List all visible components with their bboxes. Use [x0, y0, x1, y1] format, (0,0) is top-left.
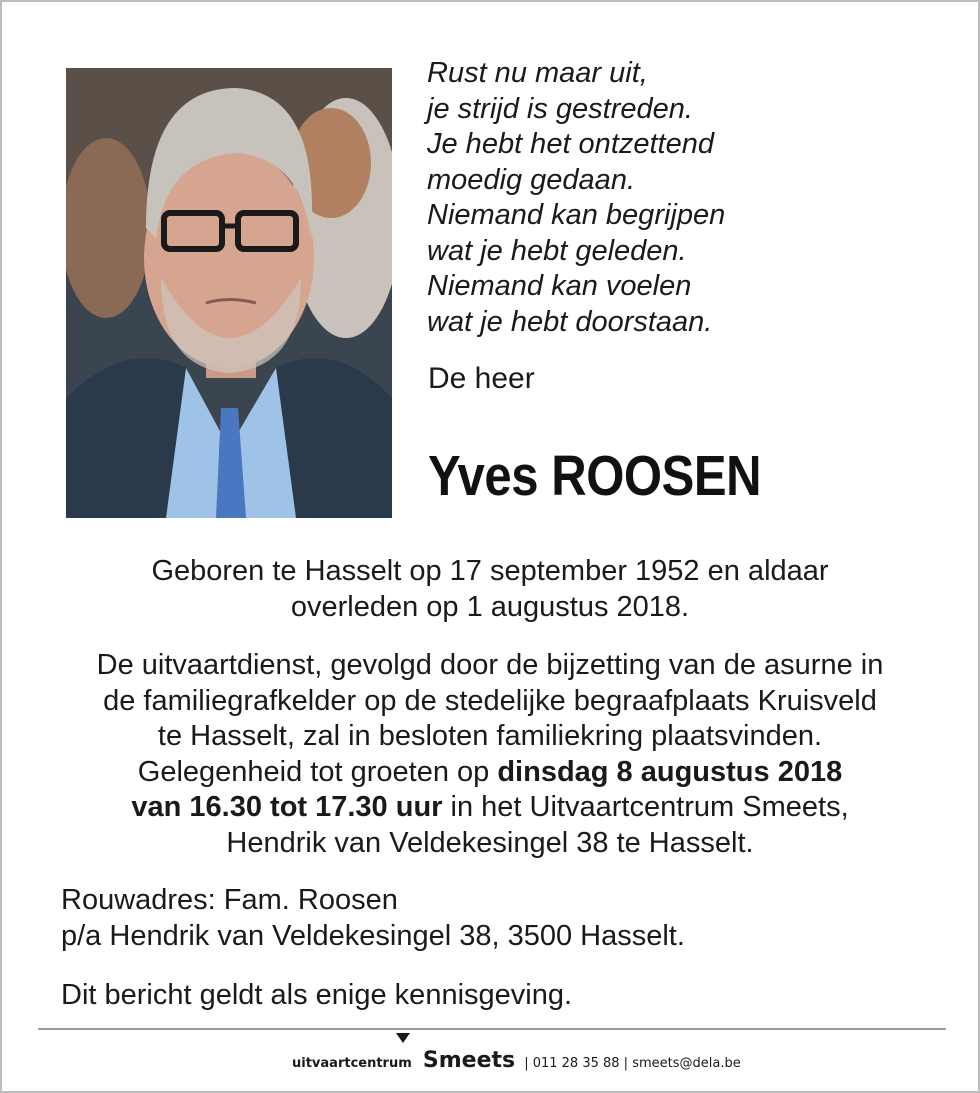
brand-name: Smeets	[422, 1048, 516, 1073]
visitation-line	[2, 755, 978, 791]
poem-line: Rust nu maar uit,	[427, 57, 648, 89]
poem	[427, 56, 725, 340]
deceased-name: Yves ROOSEN	[428, 444, 762, 508]
poem-line: wat je hebt doorstaan.	[427, 305, 713, 338]
poem-line: Niemand kan begrijpen	[427, 199, 726, 231]
visitation-time-line	[2, 790, 978, 826]
service-line: te Hasselt, zal in besloten familiekring plaatsvinden.	[157, 720, 823, 752]
brand-prefix: uitvaartcentrum	[292, 1056, 412, 1071]
poem-line: moedig gedaan.	[427, 163, 635, 196]
visitation-venue: in het Uitvaartcentrum Smeets,	[442, 791, 849, 823]
poem-line: Je hebt het ontzettend	[427, 128, 714, 160]
birth-line: Geboren te Hasselt op 17 september 1952 en aldaar	[151, 555, 829, 587]
honorific: De heer	[428, 362, 535, 395]
service-text	[2, 648, 978, 861]
death-line: overleden op 1 augustus 2018.	[290, 590, 690, 623]
triangle-marker-icon	[396, 1033, 410, 1043]
portrait-photo	[66, 68, 392, 518]
birth-death-text	[2, 554, 978, 625]
poem-line: Niemand kan voelen	[427, 270, 692, 302]
visitation-intro: Gelegenheid tot groeten op	[137, 755, 498, 788]
mourning-address	[61, 883, 685, 954]
address-line: p/a Hendrik van Veldekesingel 38, 3500 Hasselt.	[61, 919, 685, 952]
visitation-time: van 16.30 tot 17.30 uur	[131, 791, 443, 823]
footer-divider	[38, 1028, 946, 1030]
poem-line: je strijd is gestreden.	[427, 92, 693, 125]
service-line: De uitvaartdienst, gevolgd door de bijzetting van de asurne in	[96, 649, 884, 681]
poem-line: wat je hebt geleden.	[427, 234, 687, 267]
funeral-home-footer	[292, 1048, 741, 1073]
service-line: de familiegrafkelder op de stedelijke begraafplaats Kruisveld	[103, 684, 877, 717]
notice-text: Dit bericht geldt als enige kennisgeving.	[61, 979, 573, 1011]
address-line: Rouwadres: Fam. Roosen	[61, 884, 398, 916]
visitation-date: dinsdag 8 augustus 2018	[497, 755, 843, 788]
venue-address: Hendrik van Veldekesingel 38 te Hasselt.	[226, 826, 754, 859]
contact-info: | 011 28 35 88 | smeets@dela.be	[524, 1056, 741, 1071]
